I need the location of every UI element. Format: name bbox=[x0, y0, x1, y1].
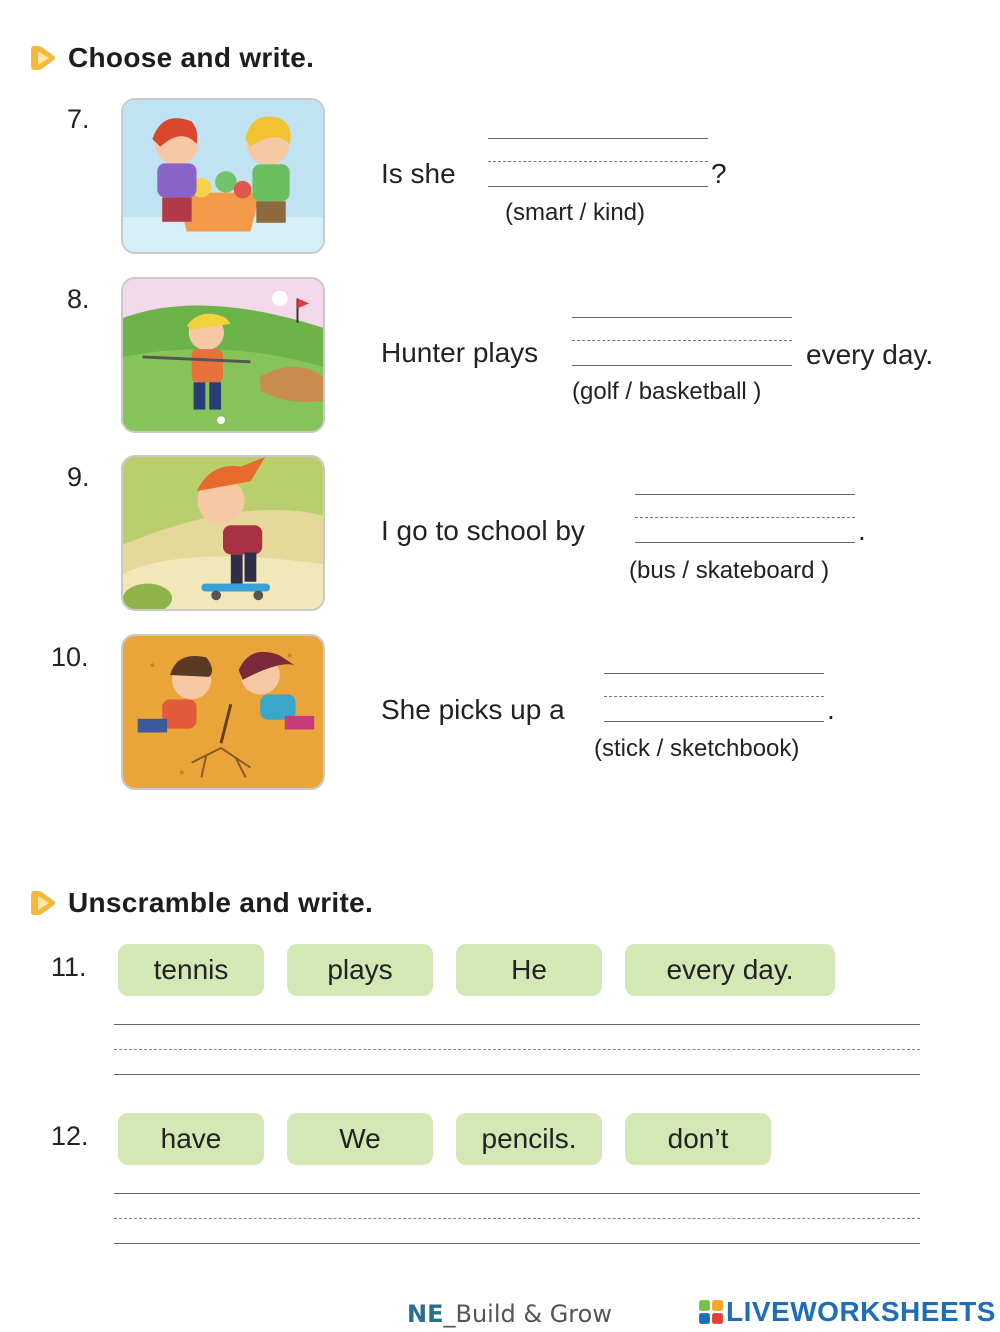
word-tile[interactable]: have bbox=[118, 1113, 264, 1165]
word-choices-hint: (stick / sketchbook) bbox=[594, 735, 800, 762]
question-number: 11. bbox=[51, 952, 87, 982]
boy-playing-golf-picture-icon bbox=[123, 279, 323, 431]
answer-input[interactable] bbox=[488, 146, 708, 186]
answer-writing-lines[interactable] bbox=[114, 1193, 920, 1245]
answer-input[interactable] bbox=[635, 502, 855, 542]
section-title: Choose and write. bbox=[68, 42, 315, 73]
publisher-logo-suffix: _Build & Grow bbox=[443, 1300, 612, 1328]
children-sharing-toys-picture-icon bbox=[123, 100, 323, 252]
section-header-choose bbox=[28, 40, 314, 76]
sentence-text: I go to school by bbox=[381, 515, 585, 546]
question-number: 9. bbox=[67, 462, 90, 492]
question-picture bbox=[121, 277, 325, 433]
question-number: 8. bbox=[67, 284, 90, 314]
liveworksheets-wordmark: LIVEWORKSHEETS bbox=[726, 1296, 996, 1327]
answer-blank[interactable] bbox=[635, 494, 855, 544]
answer-input[interactable] bbox=[572, 325, 792, 365]
sentence-end: ? bbox=[711, 158, 727, 189]
sentence-end: . bbox=[858, 515, 866, 546]
question-number: 10. bbox=[51, 642, 89, 672]
answer-writing-lines[interactable] bbox=[114, 1024, 920, 1076]
publisher-logo-prefix: NE bbox=[407, 1300, 444, 1328]
word-tile[interactable]: He bbox=[456, 944, 602, 996]
answer-blank[interactable] bbox=[572, 317, 792, 367]
word-tile[interactable]: pencils. bbox=[456, 1113, 602, 1165]
question-number: 12. bbox=[51, 1121, 89, 1151]
word-tile[interactable]: every day. bbox=[625, 944, 835, 996]
answer-blank[interactable] bbox=[604, 673, 824, 723]
sentence-text: She picks up a bbox=[381, 694, 565, 725]
answer-blank[interactable] bbox=[488, 138, 708, 188]
word-choices-hint: (bus / skateboard ) bbox=[629, 557, 830, 584]
word-tile[interactable]: don’t bbox=[625, 1113, 771, 1165]
sentence-text: Is she bbox=[381, 158, 456, 189]
question-picture bbox=[121, 634, 325, 790]
word-choices-hint: (golf / basketball ) bbox=[572, 378, 762, 405]
question-picture bbox=[121, 98, 325, 254]
answer-input[interactable] bbox=[604, 681, 824, 721]
children-drawing-in-sand-picture-icon bbox=[123, 636, 323, 788]
boy-on-skateboard-picture-icon bbox=[123, 457, 323, 609]
sentence-text: Hunter plays bbox=[381, 337, 539, 368]
play-bullet-icon bbox=[28, 888, 58, 918]
answer-input[interactable] bbox=[114, 1199, 920, 1239]
word-tile[interactable]: tennis bbox=[118, 944, 264, 996]
word-choices-hint: (smart / kind) bbox=[505, 199, 646, 226]
sentence-end: . bbox=[827, 694, 835, 725]
question-picture bbox=[121, 455, 325, 611]
liveworksheets-logo[interactable] bbox=[698, 1296, 996, 1328]
word-tile[interactable]: We bbox=[287, 1113, 433, 1165]
publisher-logo bbox=[407, 1300, 612, 1328]
answer-input[interactable] bbox=[114, 1030, 920, 1070]
liveworksheets-grid-icon bbox=[698, 1299, 724, 1325]
section-header-unscramble bbox=[28, 885, 373, 921]
section-title: Unscramble and write. bbox=[68, 887, 374, 918]
question-number: 7. bbox=[67, 104, 90, 134]
play-bullet-icon bbox=[28, 43, 58, 73]
word-tile[interactable]: plays bbox=[287, 944, 433, 996]
sentence-end: every day. bbox=[806, 339, 934, 370]
